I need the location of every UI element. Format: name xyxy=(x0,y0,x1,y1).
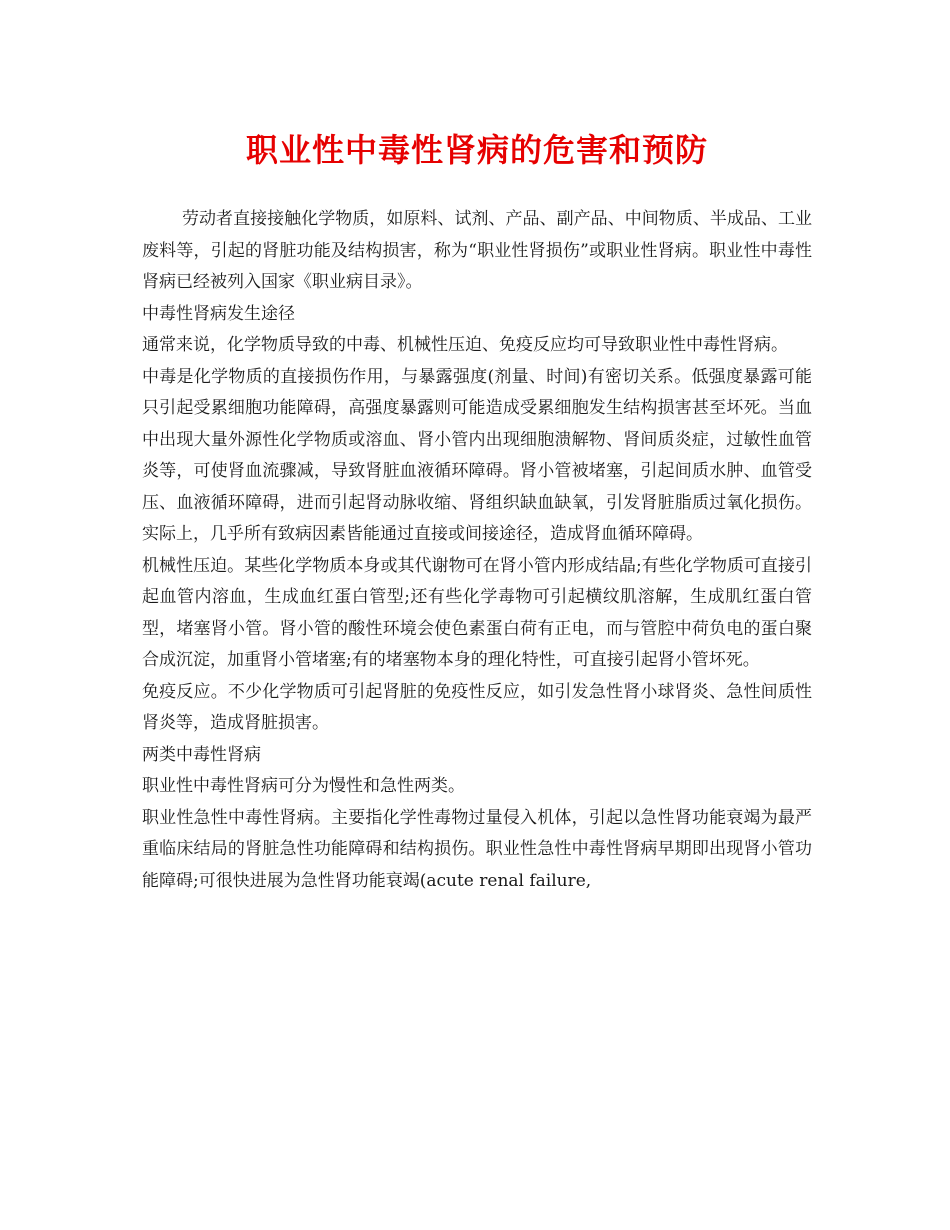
section-heading-two-types: 两类中毒性肾病 xyxy=(142,744,261,765)
document-title: 职业性中毒性肾病的危害和预防 xyxy=(245,131,708,169)
body-paragraph: 中毒是化学物质的直接损伤作用，与暴露强度(剂量、时间)有密切关系。低强度暴露可能只引起受累细胞功能障碍，高强度暴露则可能造成受累细胞发生结构损害甚至坏死。当血中出现大量外源性化学物质或溶血、肾小管内出现细胞溃解物、肾间质炎症，过敏性血管炎等，可使肾血流骤减，导致肾脏血液循环障碍。肾小管被堵塞，引起间质水肿、血管受压、血液循环障碍，进而引起肾动脉收缩、肾组织缺血缺氧，引发肾脏脂质过氧化损伤。实际上，几乎所有致病因素皆能通过直接或间接途径，造成肾血循环障碍。 xyxy=(142,366,812,544)
body-paragraph: 职业性中毒性肾病可分为慢性和急性两类。 xyxy=(142,776,465,796)
body-paragraph: 免疫反应。不少化学物质可引起肾脏的免疫性反应，如引发急性肾小球肾炎、急性间质性肾炎等，造成肾脏损害。 xyxy=(142,681,812,733)
document-page xyxy=(142,128,812,897)
section-heading-pathways: 中毒性肾病发生途径 xyxy=(142,303,295,324)
intro-paragraph: 劳动者直接接触化学物质，如原料、试剂、产品、副产品、中间物质、半成品、工业废料等，引起的肾脏功能及结构损害，称为“职业性肾损伤”或职业性肾病。职业性中毒性肾病已经被列入国家《职业病目录》。 xyxy=(142,209,812,292)
body-paragraph: 机械性压迫。某些化学物质本身或其代谢物可在肾小管内形成结晶;有些化学物质可直接引起血管内溶血，生成血红蛋白管型;还有些化学毒物可引起横纹肌溶解，生成肌红蛋白管型，堵塞肾小管。肾小管的酸性环境会使色素蛋白荷有正电，而与管腔中荷负电的蛋白聚合成沉淀，加重肾小管堵塞;有的堵塞物本身的理化特性，可直接引起肾小管坏死。 xyxy=(142,555,812,670)
body-paragraph: 职业性急性中毒性肾病。主要指化学性毒物过量侵入机体，引起以急性肾功能衰竭为最严重临床结局的肾脏急性功能障碍和结构损伤。职业性急性中毒性肾病早期即出现肾小管功能障碍;可很快进展为急性肾功能衰竭(acute renal failure, xyxy=(142,807,812,891)
body-paragraph: 通常来说，化学物质导致的中毒、机械性压迫、免疫反应均可导致职业性中毒性肾病。 xyxy=(142,335,788,355)
